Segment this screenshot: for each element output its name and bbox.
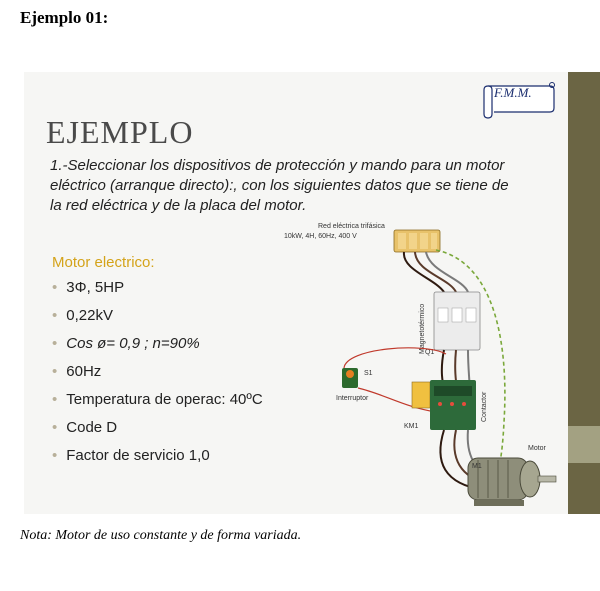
list-item: • Cos ø= 0,9 ; n=90% (52, 335, 200, 352)
contactor-type-label: Contactor (481, 391, 488, 422)
breaker-code-label: Q1 (425, 349, 435, 356)
spec-list (52, 274, 263, 470)
motor-label: Motor electrico: (52, 254, 155, 271)
document-heading: Ejemplo 01: (20, 8, 109, 27)
contactor-code-label: KM1 (404, 423, 419, 430)
bullet-icon: • (52, 363, 58, 380)
breaker-icon (434, 292, 480, 350)
bullet-icon: • (52, 447, 58, 464)
note-text: Nota: Motor de uso constante y de forma variada. (20, 528, 302, 543)
bullet-icon: • (52, 419, 58, 436)
switch-type-label: Interruptor (336, 395, 369, 402)
list-item: • Code D (52, 419, 118, 436)
switch-code-label: S1 (364, 370, 373, 377)
slide-image (24, 72, 600, 514)
bullet-icon: • (52, 279, 58, 296)
contactor-icon (412, 380, 476, 430)
list-item: • 60Hz (52, 363, 102, 380)
wiring-diagram (284, 222, 574, 514)
list-item: • 3Φ, 5HP (52, 279, 125, 296)
list-item: • Temperatura de operac: 40ºC (52, 391, 263, 408)
list-item: • 0,22kV (52, 307, 113, 324)
list-item: • Factor de servicio 1,0 (52, 447, 210, 464)
network-spec-label: 10kW, 4H, 60Hz, 400 V (284, 233, 357, 240)
logo-text: F.M.M. (494, 85, 532, 100)
bullet-icon: • (52, 391, 58, 408)
bullet-icon: • (52, 335, 58, 352)
bullet-icon: • (52, 307, 58, 324)
terminal-block-icon (394, 230, 440, 252)
switch-icon (342, 368, 358, 388)
breaker-type-label: Magnetotérmico (419, 303, 426, 354)
motor-type-label: Motor (528, 445, 546, 452)
slide-title: EJEMPLO (46, 114, 194, 150)
motor-code-label: M1 (472, 463, 482, 470)
intro-text: 1.-Seleccionar los dispositivos de protección y mando para un motor eléctrico (arranque directo):, con los siguientes datos que se tiene de la red eléctrica y de la placa del motor. (50, 157, 509, 214)
network-label: Red eléctrica trifásica (318, 223, 385, 230)
